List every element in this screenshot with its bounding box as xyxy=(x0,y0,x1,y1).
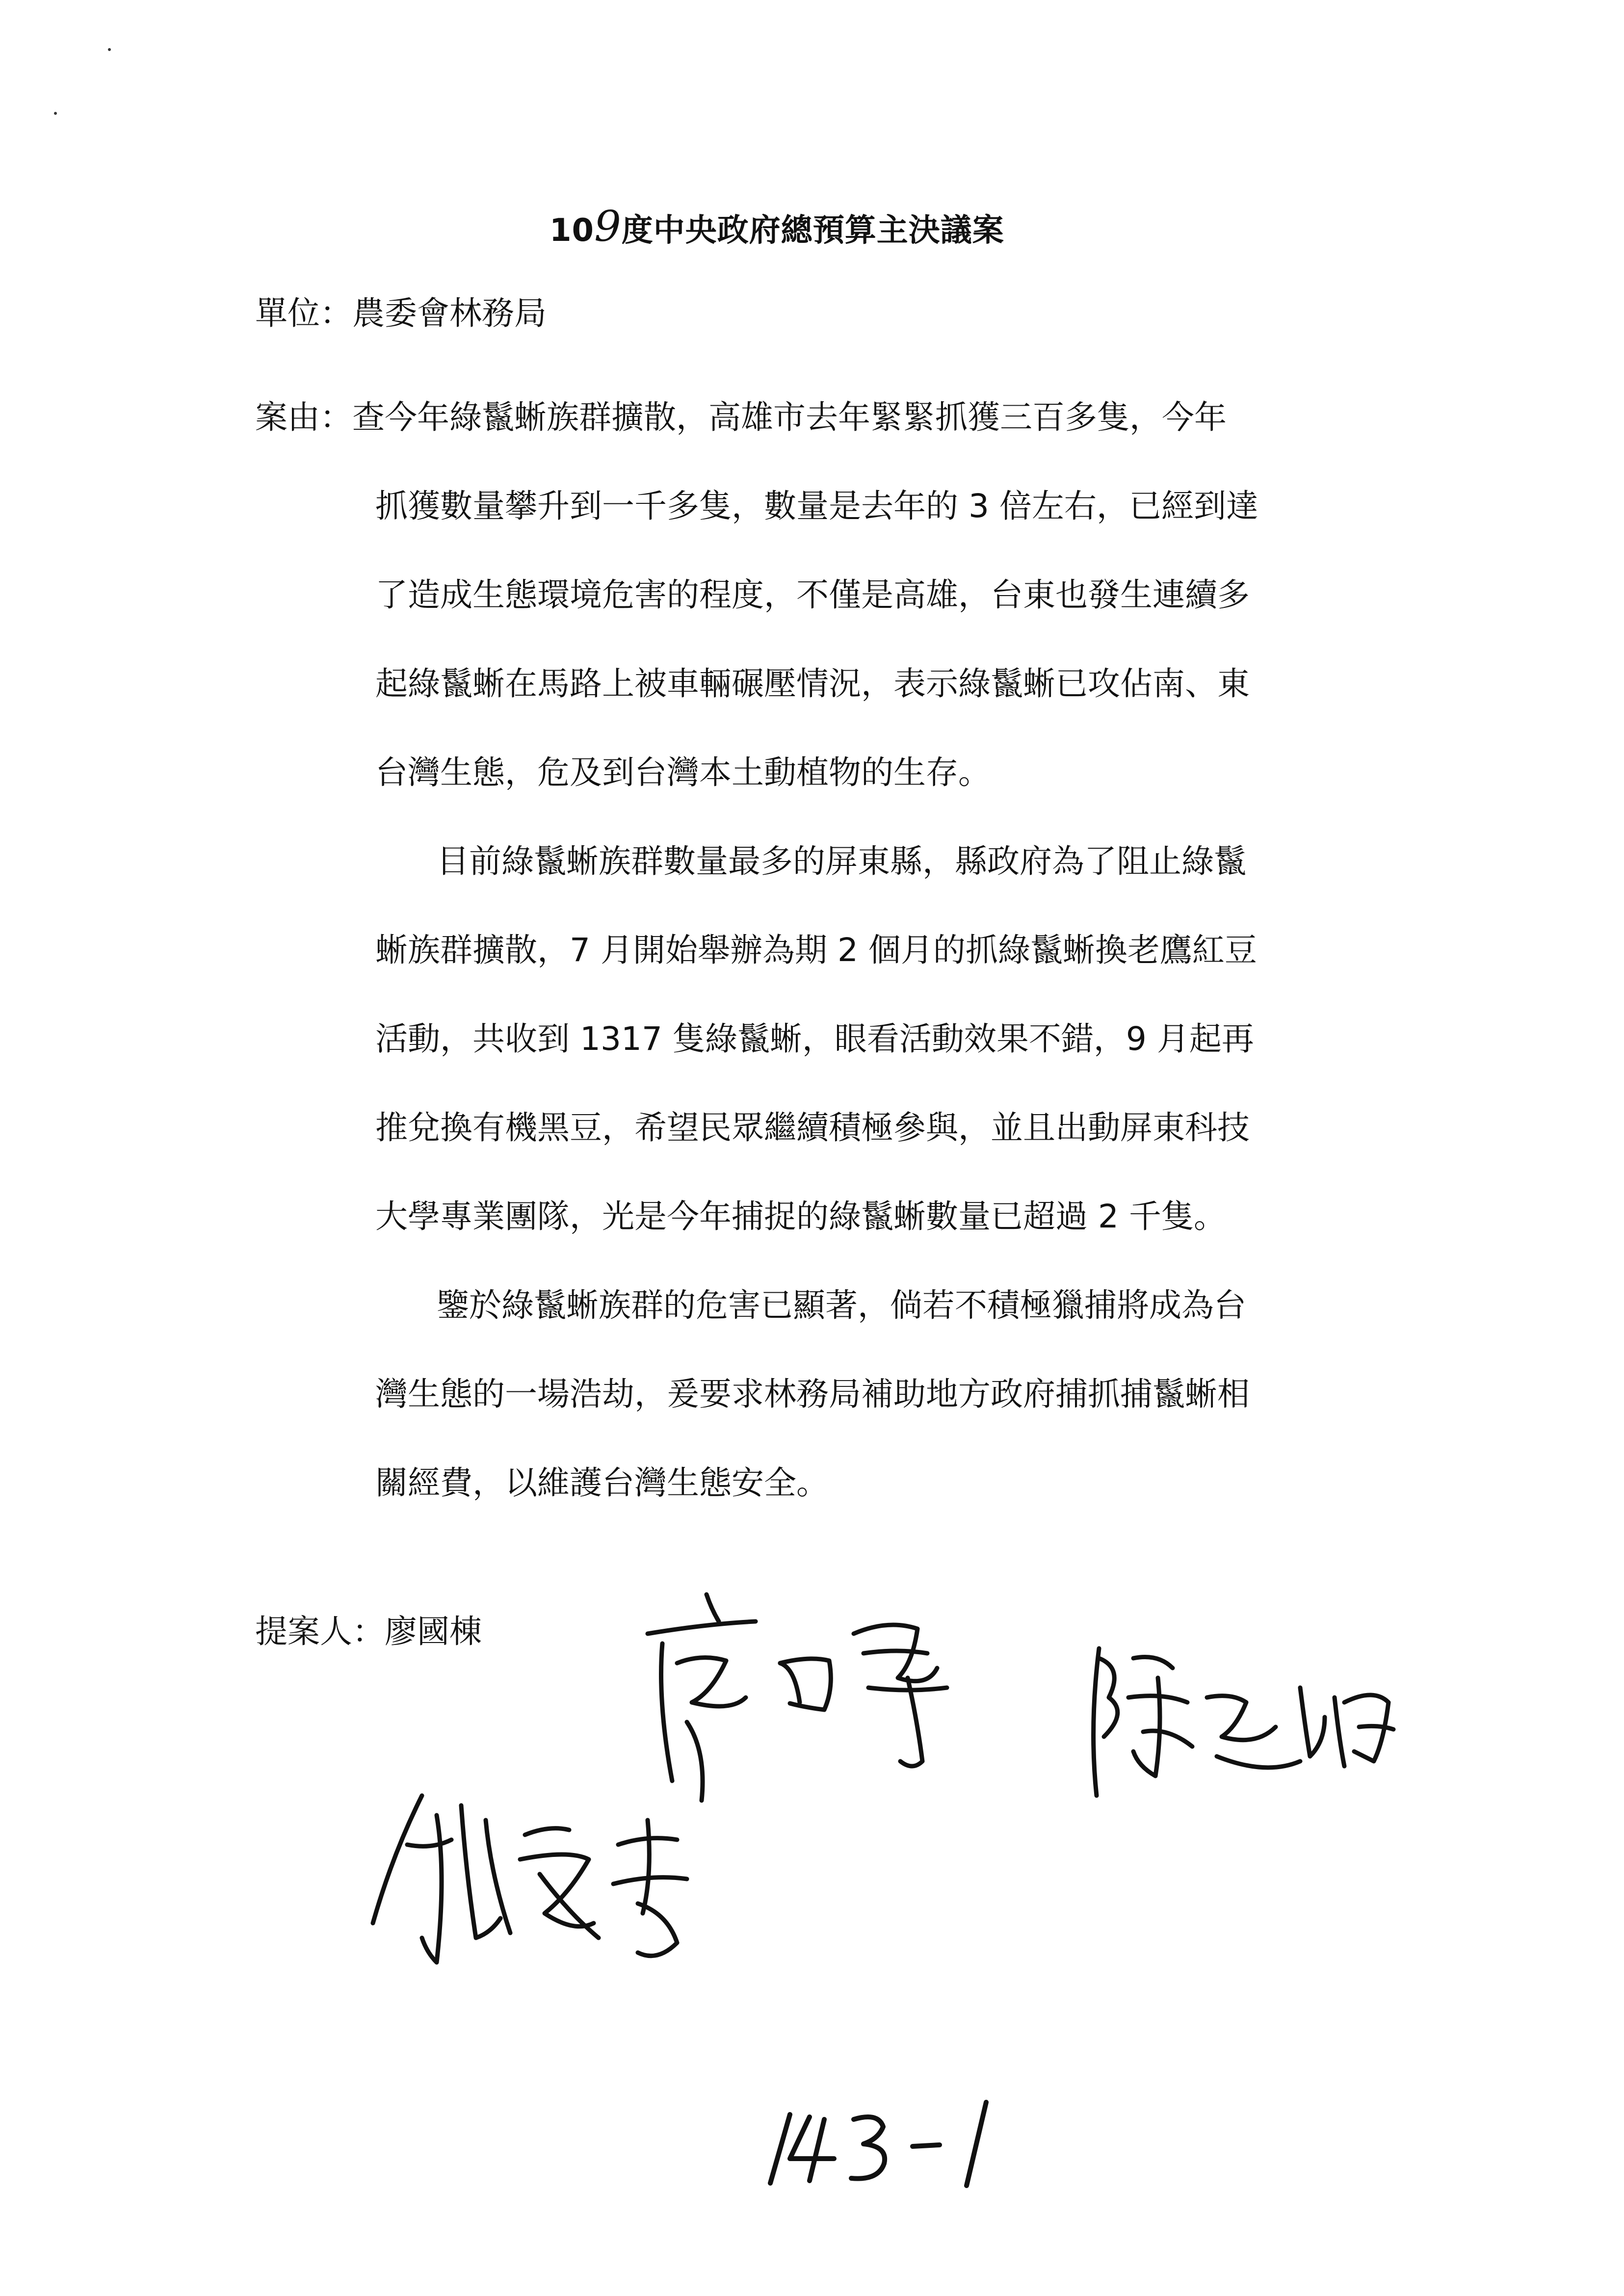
title-suffix: 度中央政府總預算主決議案 xyxy=(621,212,1004,249)
handwritten-signature xyxy=(363,1776,746,1982)
reason-line-text: 關經費，以維護台灣生態安全。 xyxy=(375,1464,829,1502)
reason-line xyxy=(255,994,1393,1083)
reason-line xyxy=(255,728,1393,817)
title-handwritten-digit: 9 xyxy=(594,202,622,251)
document-title xyxy=(550,202,1004,251)
reason-line-text: 推兌換有機黑豆，希望民眾繼續積極參與，並且出動屏東科技 xyxy=(375,1109,1250,1147)
reason-line-text: 鑒於綠鬣蜥族群的危害已顯著，倘若不積極獵捕將成為台 xyxy=(437,1286,1246,1324)
reason-line xyxy=(255,1261,1393,1350)
scan-speck xyxy=(108,48,111,51)
reason-line xyxy=(255,1350,1393,1438)
proposer-label: 提案人： xyxy=(255,1613,385,1650)
reason-line xyxy=(255,550,1393,639)
reason-line-text: 查今年綠鬣蜥族群擴散，高雄市去年緊緊抓獲三百多隻，今年 xyxy=(352,398,1227,436)
unit-label: 單位： xyxy=(255,294,352,332)
handwritten-page-number xyxy=(756,2090,1011,2188)
reason-section xyxy=(255,373,1393,1527)
reason-line-text: 目前綠鬣蜥族群數量最多的屏東縣，縣政府為了阻止綠鬣 xyxy=(437,842,1246,880)
reason-line xyxy=(255,817,1393,906)
scan-speck xyxy=(54,112,57,115)
handwritten-signature xyxy=(1070,1629,1423,1815)
reason-line xyxy=(255,906,1393,994)
proposer-name: 廖國棟 xyxy=(385,1613,482,1650)
reason-line xyxy=(255,373,1393,462)
reason-label: 案由： xyxy=(255,398,352,436)
unit-value: 農委會林務局 xyxy=(352,294,547,332)
handwritten-signature xyxy=(633,1575,1006,1810)
reason-line-text: 了造成生態環境危害的程度，不僅是高雄，台東也發生連續多 xyxy=(375,576,1250,614)
reason-line-text: 台灣生態，危及到台灣本土動植物的生存。 xyxy=(375,754,991,791)
reason-line xyxy=(255,1083,1393,1172)
unit-row xyxy=(255,287,547,334)
title-prefix: 10 xyxy=(550,212,595,249)
reason-line-text: 抓獲數量攀升到一千多隻，數量是去年的 3 倍左右，已經到達 xyxy=(375,487,1258,525)
reason-line-text: 灣生態的一場浩劫，爰要求林務局補助地方政府捕抓捕鬣蜥相 xyxy=(375,1375,1250,1413)
reason-line xyxy=(255,639,1393,728)
reason-line xyxy=(255,1438,1393,1527)
proposer-row xyxy=(255,1605,482,1652)
reason-line-text: 起綠鬣蜥在馬路上被車輛碾壓情況，表示綠鬣蜥已攻佔南、東 xyxy=(375,665,1250,703)
reason-line-text: 蜥族群擴散，7 月開始舉辦為期 2 個月的抓綠鬣蜥換老鷹紅豆 xyxy=(375,931,1257,969)
reason-line xyxy=(255,462,1393,550)
reason-line-text: 活動，共收到 1317 隻綠鬣蜥，眼看活動效果不錯，9 月起再 xyxy=(375,1020,1254,1058)
reason-line-text: 大學專業團隊，光是今年捕捉的綠鬣蜥數量已超過 2 千隻。 xyxy=(375,1198,1226,1235)
reason-line xyxy=(255,1172,1393,1261)
